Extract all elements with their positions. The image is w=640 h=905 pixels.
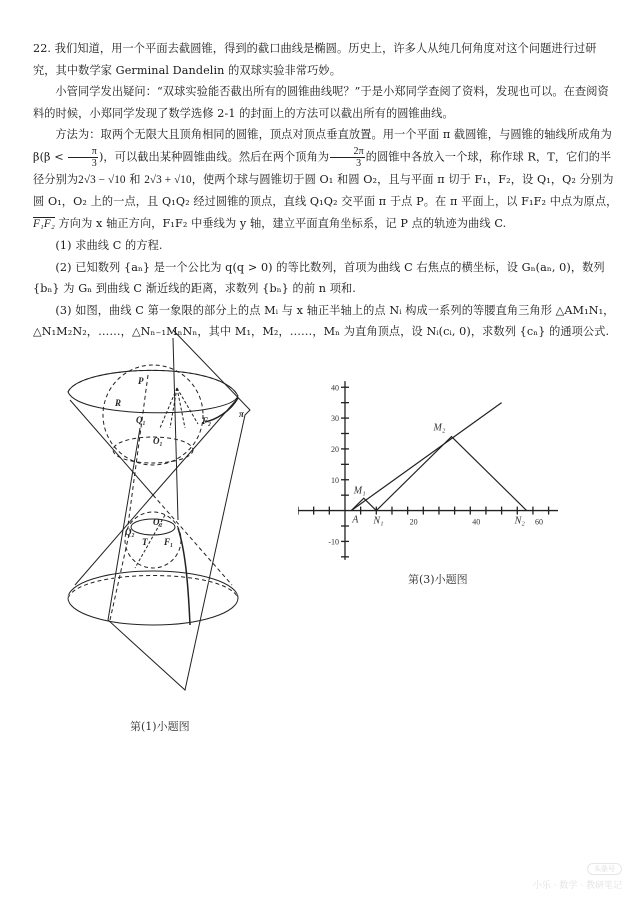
point-label-a: A — [352, 514, 359, 526]
label-f2: F₂ — [202, 416, 212, 426]
figure-1-caption: 第(1)小题图 — [130, 720, 190, 733]
vector-f1f2: F₁F₂ — [33, 217, 55, 230]
label-o1: O₁ — [153, 436, 163, 446]
problem-number: 22. — [33, 42, 52, 55]
intro-paragraph: 我们知道，用一个平面去截圆锥，得到的截口曲线是椭圆。历史上，许多人从纯几何角度对这个问题进行过研究，其中数学家 Germinal Dandelin 的双球实验非常巧妙。 — [33, 42, 597, 77]
point-label-n2: N₂ — [514, 515, 525, 527]
radius-r: 2√3 − √10 — [78, 173, 126, 186]
figure-3-plot — [298, 378, 558, 563]
question-paragraph: 小管同学发出疑问：“双球实验能否截出所有的圆锥曲线呢？”于是小郑同学查阅了资料，发现也可以。在查阅资料的时候，小郑同学发现了数学选修 2-1 的封面上的方法可以截出所有的圆锥曲线。 — [33, 85, 609, 120]
y-tick-label: 20 — [330, 444, 339, 454]
label-pi: π — [239, 409, 244, 419]
y-tick-label: 30 — [330, 414, 339, 424]
label-q2: Q₂ — [125, 527, 135, 537]
y-tick-label: -10 — [328, 537, 339, 547]
curve-c-branch — [351, 403, 501, 511]
part-3: (3) 如图，曲线 C 第一象限的部分上的点 Mᵢ 与 x 轴正半轴上的点 Nᵢ 构成一系列的等腰直角三角形 △AM₁N₁，△N₁M₂N₂，……，△Nₙ₋₁MₙNₙ，其中 M₁，M₂，……，Mₙ 为直角顶点，设 Nᵢ(cᵢ, 0)，求数列 {cₙ} 的通项公式. — [33, 303, 615, 338]
point-label-m1: M₁ — [353, 485, 366, 497]
figure-1-double-cone — [40, 320, 300, 720]
triangle-1 — [351, 498, 376, 510]
point-label-n1: N₁ — [373, 515, 384, 527]
triangle-2 — [376, 437, 526, 511]
fraction-pi-over-3: $\frac{\pi}{3}$ — [68, 146, 98, 169]
y-tick-label: 40 — [330, 383, 339, 393]
figure-3-caption: 第(3)小题图 — [408, 573, 468, 586]
label-o2: O₂ — [153, 517, 163, 527]
label-p: P — [138, 376, 144, 386]
x-tick-label: 40 — [472, 517, 481, 527]
point-label-m2: M₂ — [433, 422, 446, 434]
watermark — [533, 863, 622, 891]
generator-line — [173, 338, 178, 520]
label-q1: Q₁ — [136, 415, 146, 425]
plane-pi — [108, 330, 250, 690]
radius-t: 2√3 + √10 — [144, 173, 192, 186]
part-2: (2) 已知数列 {aₙ} 是一个公比为 q(q > 0) 的等比数列，首项为曲线 C 右焦点的横坐标，设 Gₙ(aₙ, 0)，数列 {bₙ} 为 Gₙ 到曲线 C 渐近线的距离，求数列 {bₙ} 的前 n 项和. — [33, 260, 605, 295]
watermark-text: 小乐 · 数学 · 教研笔记 — [532, 881, 622, 891]
watermark-badge: 头条号 — [587, 863, 622, 875]
label-t: T — [142, 537, 148, 547]
problem-text — [33, 38, 618, 343]
sphere-r — [103, 365, 203, 465]
label-r: R — [115, 398, 122, 408]
y-tick-label: 10 — [330, 475, 339, 485]
part-1: (1) 求曲线 C 的方程. — [55, 239, 163, 252]
method-paragraph: 方法为：取两个无限大且顶角相同的圆锥，顶点对顶点垂直放置。用一个平面 π 截圆锥，与圆锥的轴线所成角为 β(β < $\frac{\pi}{3}$ )，可以截出某种圆锥曲线。然后在两个顶角为 $\frac{2\pi}{3}$ 的圆锥中各放入一个球，称作球 R，T，它们的半径分别为2√3 − √10 和 2√3 + √10，使两个球与圆锥切于圆 O₁ 和圆 O₂，且与平面 π 切于 F₁，F₂，设 Q₁，Q₂ 分别为圆 O₁，O₂ 上的一点，且 Q₁Q₂ 经过圆锥的顶点，直线 Q₁Q₂ 交平面 π 于点 P。在 π 平面上，以 F₁F₂ 中点为原点，F₁F₂ 方向为 x 轴正方向，F₁F₂ 中垂线为 y 轴，建立平面直角坐标系，记 P 点的轨迹为曲线 C. — [33, 128, 618, 230]
x-tick-label: 20 — [409, 517, 418, 527]
fraction-2pi-over-3: $\frac{2\pi}{3}$ — [330, 146, 365, 169]
label-f1: F₁ — [164, 537, 174, 547]
lower-cone-rim — [68, 571, 238, 625]
x-tick-label: 60 — [534, 517, 543, 527]
problem-intro — [33, 38, 618, 81]
